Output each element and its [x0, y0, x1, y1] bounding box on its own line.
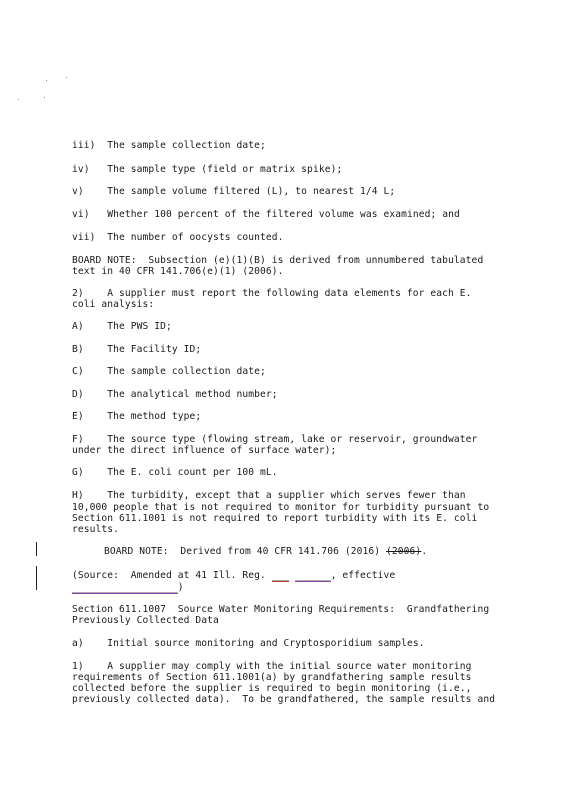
item-f-line: F) The source type (flowing stream, lake or reservoir, groundwater [72, 434, 478, 445]
source-blank: ___ [271, 570, 290, 581]
item-vii: vii) The number of oocysts counted. [72, 232, 284, 243]
paragraph-1-line: previously collected data). To be grandfathered, the sample results and [72, 694, 496, 705]
item-f-line: under the direct influence of surface water); [72, 445, 337, 456]
paragraph-1-line: 1) A supplier may comply with the initial source water monitoring [72, 661, 472, 672]
item-h-line: 10,000 people that is not required to monitor for turbidity pursuant to [72, 502, 490, 513]
item-d: D) The analytical method number; [72, 389, 278, 400]
item-h-line: results. [72, 524, 120, 535]
item-b: B) The Facility ID; [72, 344, 202, 355]
item-g: G) The E. coli count per 100 mL. [72, 467, 278, 478]
paragraph-2-line: coli analysis: [72, 299, 155, 310]
board-note-line: text in 40 CFR 141.706(e)(1) (2006). [72, 266, 284, 277]
revision-bar [36, 542, 37, 556]
source-line: (Source: Amended at 41 Ill. Reg. ___ ______, effective [72, 570, 396, 581]
board-note-line: BOARD NOTE: Subsection (e)(1)(B) is derived from unnumbered tabulated [72, 255, 484, 266]
paragraph-1-line: requirements of Section 611.1001(a) by grandfathering sample results [72, 672, 472, 683]
item-h-line: Section 611.1001 is not required to report turbidity with its E. coli [72, 513, 478, 524]
subsection-a: a) Initial source monitoring and Cryptosporidium samples. [72, 638, 425, 649]
item-v: v) The sample volume filtered (L), to nearest 1/4 L; [72, 186, 396, 197]
scan-speck [44, 97, 45, 98]
scan-speck [18, 99, 19, 100]
section-heading-line: Previously Collected Data [72, 615, 219, 626]
source-blank: __________________ [72, 582, 178, 593]
item-vi: vi) Whether 100 percent of the filtered volume was examined; and [72, 209, 460, 220]
paragraph-1-line: collected before the supplier is required to begin monitoring (i.e., [72, 683, 472, 694]
scan-speck [66, 77, 67, 78]
board-note-2: BOARD NOTE: Derived from 40 CFR 141.706 (2016) (2006). [104, 546, 428, 557]
item-h-line: H) The turbidity, except that a supplier which serves fewer than [72, 490, 466, 501]
item-a: A) The PWS ID; [72, 321, 172, 332]
struck-text: (2006) [386, 546, 422, 557]
source-line: __________________) [72, 582, 184, 593]
paragraph-2-line: 2) A supplier must report the following data elements for each E. [72, 288, 472, 299]
item-iii: iii) The sample collection date; [72, 140, 266, 151]
item-iv: iv) The sample type (field or matrix spike); [72, 164, 343, 175]
revision-bar [36, 566, 37, 590]
section-heading-line: Section 611.1007 Source Water Monitoring Requirements: Grandfathering [72, 604, 490, 615]
item-e: E) The method type; [72, 411, 202, 422]
item-c: C) The sample collection date; [72, 366, 266, 377]
source-blank: ______ [295, 570, 331, 581]
scan-speck [46, 80, 47, 81]
